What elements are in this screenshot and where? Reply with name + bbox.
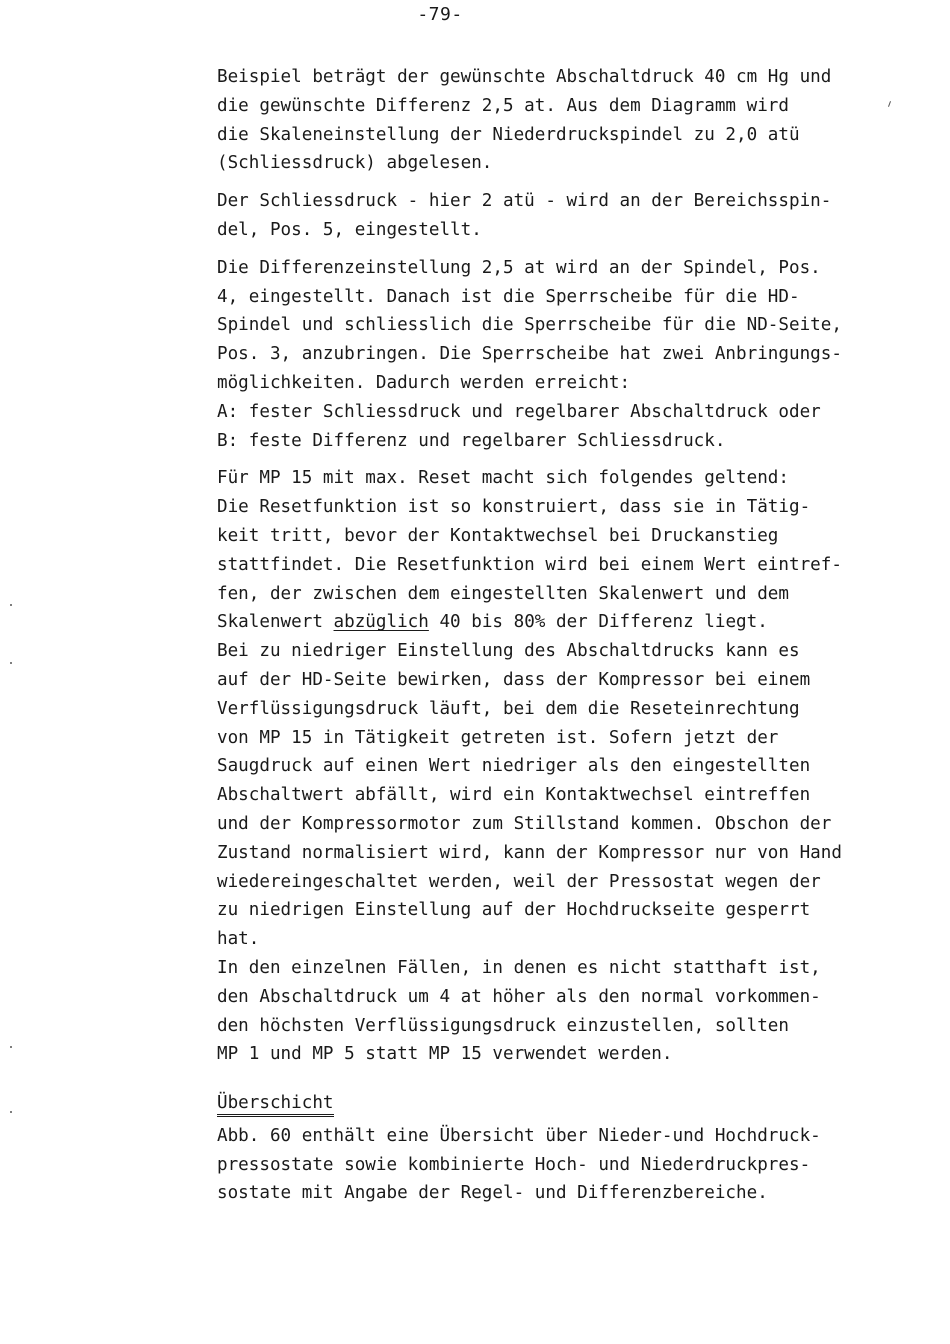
text-line: Bei zu niedriger Einstellung des Abschaltdrucks kann es bbox=[217, 641, 800, 662]
paragraph-3 bbox=[217, 254, 922, 456]
section-overview bbox=[217, 1089, 922, 1208]
margin-dot bbox=[10, 604, 12, 606]
text-line: MP 1 und MP 5 statt MP 15 verwendet werden. bbox=[217, 1044, 673, 1065]
text-line: A: fester Schliessdruck und regelbarer Abschaltdruck oder bbox=[217, 401, 821, 422]
text-line: den Abschaltdruck um 4 at höher als den normal vorkommen- bbox=[217, 986, 821, 1007]
paragraph-1 bbox=[217, 63, 922, 178]
text-segment: 40 bis 80% der Differenz liegt. bbox=[428, 612, 768, 633]
text-line: stattfindet. Die Resetfunktion wird bei einem Wert eintref- bbox=[217, 554, 842, 575]
text-segment: Skalenwert bbox=[217, 612, 334, 633]
margin-dot bbox=[10, 1111, 12, 1113]
text-line: Saugdruck auf einen Wert niedriger als den eingestellten bbox=[217, 756, 811, 777]
section-heading-line bbox=[217, 1089, 922, 1118]
text-line: die Skaleneinstellung der Niederdruckspindel zu 2,0 atü bbox=[217, 124, 800, 145]
text-line: Pos. 3, anzubringen. Die Sperrscheibe hat zwei Anbringungs- bbox=[217, 344, 842, 365]
text-line: Zustand normalisiert wird, kann der Kompressor nur von Hand bbox=[217, 842, 842, 863]
text-line: auf der HD-Seite bewirken, dass der Kompressor bei einem bbox=[217, 669, 811, 690]
page-number: -79- bbox=[417, 4, 463, 25]
underlined-word: abzüglich bbox=[333, 612, 429, 633]
text-line: Für MP 15 mit max. Reset macht sich folgendes geltend: bbox=[217, 468, 789, 489]
text-line: fen, der zwischen dem eingestellten Skalenwert und dem bbox=[217, 583, 789, 604]
text-line: den höchsten Verflüssigungsdruck einzustellen, sollten bbox=[217, 1015, 789, 1036]
paragraph-4 bbox=[217, 464, 922, 1069]
margin-dot bbox=[10, 1046, 12, 1048]
section-heading: Überschicht bbox=[217, 1092, 334, 1117]
text-line: Beispiel beträgt der gewünschte Abschaltdruck 40 cm Hg und bbox=[217, 67, 832, 87]
text-line: wiedereingeschaltet werden, weil der Pressostat wegen der bbox=[217, 871, 821, 892]
text-line: möglichkeiten. Dadurch werden erreicht: bbox=[217, 372, 631, 393]
text-line: sostate mit Angabe der Regel- und Differenzbereiche. bbox=[217, 1183, 768, 1204]
text-line: Der Schliessdruck - hier 2 atü - wird an der Bereichsspin- bbox=[217, 191, 832, 212]
text-line: Die Resetfunktion ist so konstruiert, dass sie in Tätig- bbox=[217, 497, 811, 518]
text-line: keit tritt, bevor der Kontaktwechsel bei Druckanstieg bbox=[217, 525, 779, 546]
text-line: zu niedrigen Einstellung auf der Hochdruckseite gesperrt bbox=[217, 900, 811, 921]
text-line: del, Pos. 5, eingestellt. bbox=[217, 219, 482, 240]
text-line: 4, eingestellt. Danach ist die Sperrscheibe für die HD- bbox=[217, 286, 800, 307]
paragraph-2 bbox=[217, 187, 922, 245]
text-line: und der Kompressormotor zum Stillstand kommen. Obschon der bbox=[217, 813, 832, 834]
document-body bbox=[217, 63, 922, 1208]
text-line: (Schliessdruck) abgelesen. bbox=[217, 153, 493, 174]
text-line: Spindel und schliesslich die Sperrscheibe für die ND-Seite, bbox=[217, 315, 842, 336]
text-line-with-underline bbox=[217, 608, 922, 637]
text-line: pressostate sowie kombinierte Hoch- und Niederdruckpres- bbox=[217, 1154, 811, 1175]
margin-dot bbox=[10, 662, 12, 664]
text-line: Die Differenzeinstellung 2,5 at wird an der Spindel, Pos. bbox=[217, 257, 821, 278]
text-line: Verflüssigungsdruck läuft, bei dem die Reseteinrechtung bbox=[217, 698, 800, 719]
text-line: von MP 15 in Tätigkeit getreten ist. Sofern jetzt der bbox=[217, 727, 779, 748]
text-line: Abschaltwert abfällt, wird ein Kontaktwechsel eintreffen bbox=[217, 785, 811, 806]
text-line: Abb. 60 enthält eine Übersicht über Nieder-und Hochdruck- bbox=[217, 1125, 821, 1146]
text-line: B: feste Differenz und regelbarer Schliessdruck. bbox=[217, 430, 726, 451]
text-line: die gewünschte Differenz 2,5 at. Aus dem Diagramm wird bbox=[217, 95, 789, 116]
text-line: In den einzelnen Fällen, in denen es nicht statthaft ist, bbox=[217, 957, 821, 978]
text-line: hat. bbox=[217, 929, 260, 950]
